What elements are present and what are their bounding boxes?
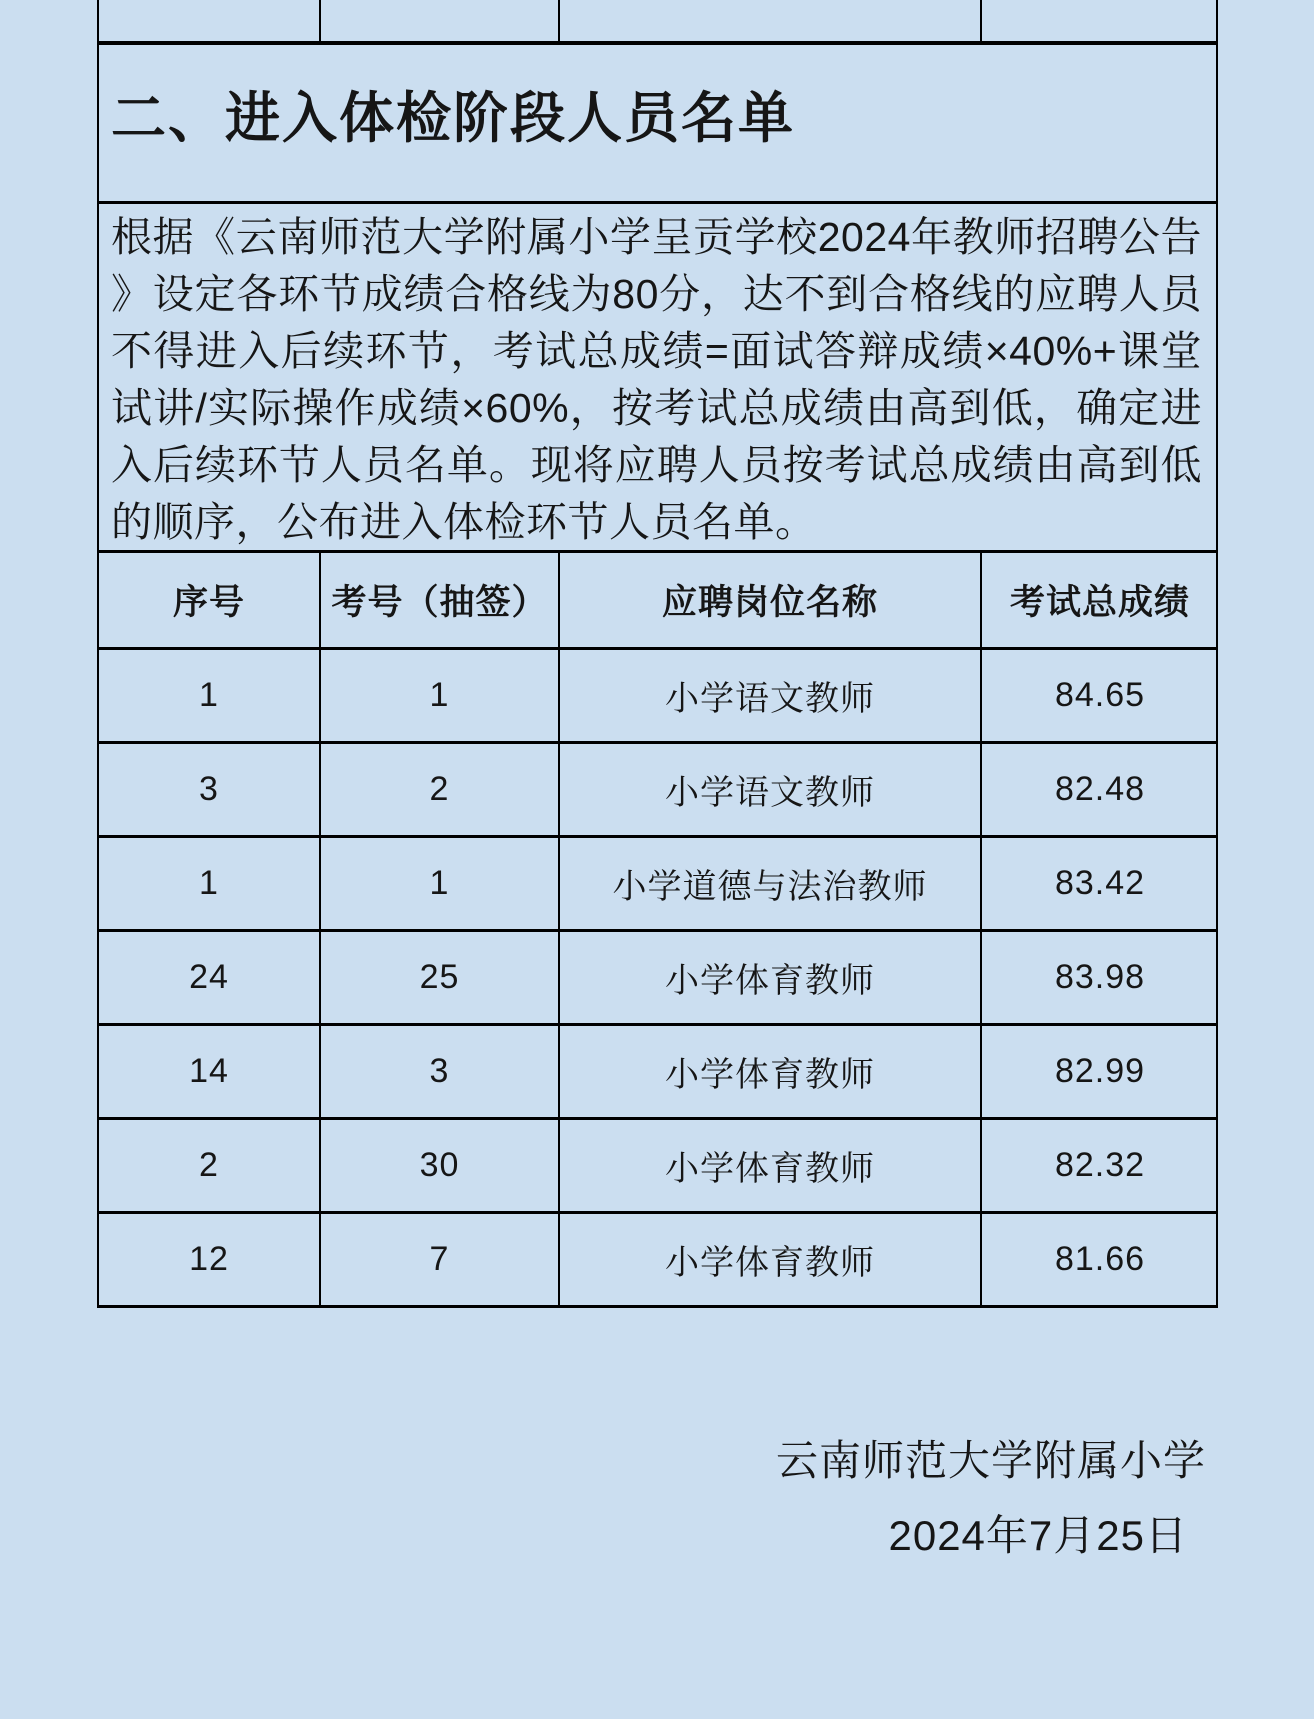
table-header-row <box>99 553 1216 650</box>
index-cell: 1 <box>99 838 321 929</box>
exam-no-cell: 2 <box>321 744 560 835</box>
paragraph-line: 的顺序，公布进入体检环节人员名单。 <box>111 499 817 545</box>
index-cell: 14 <box>99 1026 321 1117</box>
table-row <box>99 1214 1216 1308</box>
paragraph-line: 根据《云南师范大学附属小学呈贡学校2024年教师招聘公告 <box>111 214 1202 260</box>
table-row <box>99 1120 1216 1214</box>
score-cell: 82.48 <box>1054 770 1146 808</box>
document-sheet <box>97 0 1218 1308</box>
index-cell: 1 <box>99 650 321 741</box>
column-header-position: 应聘岗位名称 <box>560 553 982 647</box>
notice-paragraph <box>97 204 1218 553</box>
score-cell: 83.42 <box>1054 864 1146 902</box>
top-table-cell <box>982 0 1220 41</box>
exam-no-cell: 25 <box>321 932 560 1023</box>
position-cell: 小学语文教师 <box>560 650 982 741</box>
position-cell: 小学体育教师 <box>560 932 982 1023</box>
index-cell: 3 <box>99 744 321 835</box>
top-table-cell <box>99 0 321 41</box>
index-cell: 2 <box>99 1120 321 1211</box>
top-table-cell <box>321 0 560 41</box>
exam-no-cell: 1 <box>321 838 560 929</box>
recruitment-results-table <box>97 553 1218 1308</box>
score-cell: 83.98 <box>1054 958 1146 996</box>
top-table-cell <box>560 0 982 41</box>
index-cell: 24 <box>99 932 321 1023</box>
section-heading: 二、进入体检阶段人员名单 <box>111 86 796 149</box>
table-row <box>99 1026 1216 1120</box>
paragraph-line: 入后续环节人员名单。现将应聘人员按考试总成绩由高到低 <box>111 442 1202 488</box>
exam-no-cell: 1 <box>321 650 560 741</box>
table-row <box>99 838 1216 932</box>
index-cell: 12 <box>99 1214 321 1305</box>
position-cell: 小学语文教师 <box>560 744 982 835</box>
score-cell: 82.32 <box>1054 1146 1146 1184</box>
exam-no-cell: 30 <box>321 1120 560 1211</box>
table-row <box>99 650 1216 744</box>
position-cell: 小学体育教师 <box>560 1120 982 1211</box>
score-cell: 84.65 <box>1054 676 1146 714</box>
position-cell: 小学道德与法治教师 <box>560 838 982 929</box>
column-header-index: 序号 <box>99 553 321 647</box>
section-heading-cell <box>97 45 1218 204</box>
column-header-score: 考试总成绩 <box>1009 583 1190 622</box>
column-header-exam-no: 考号（抽签） <box>321 553 560 647</box>
exam-no-cell: 7 <box>321 1214 560 1305</box>
score-cell: 81.66 <box>1054 1240 1146 1278</box>
score-cell: 82.99 <box>1054 1052 1146 1090</box>
signature-date: 2024年7月25日 <box>888 1512 1188 1559</box>
position-cell: 小学体育教师 <box>560 1214 982 1305</box>
paragraph-line: 不得进入后续环节，考试总成绩=面试答辩成绩×40%+课堂 <box>111 328 1202 374</box>
position-cell: 小学体育教师 <box>560 1026 982 1117</box>
signature-org: 云南师范大学附属小学 <box>775 1437 1206 1484</box>
exam-no-cell: 3 <box>321 1026 560 1117</box>
top-partial-table <box>97 0 1218 45</box>
table-row <box>99 744 1216 838</box>
paragraph-line: 试讲/实际操作成绩×60%，按考试总成绩由高到低，确定进 <box>111 385 1202 431</box>
table-row <box>99 932 1216 1026</box>
paragraph-line: 》设定各环节成绩合格线为80分，达不到合格线的应聘人员 <box>111 271 1202 317</box>
